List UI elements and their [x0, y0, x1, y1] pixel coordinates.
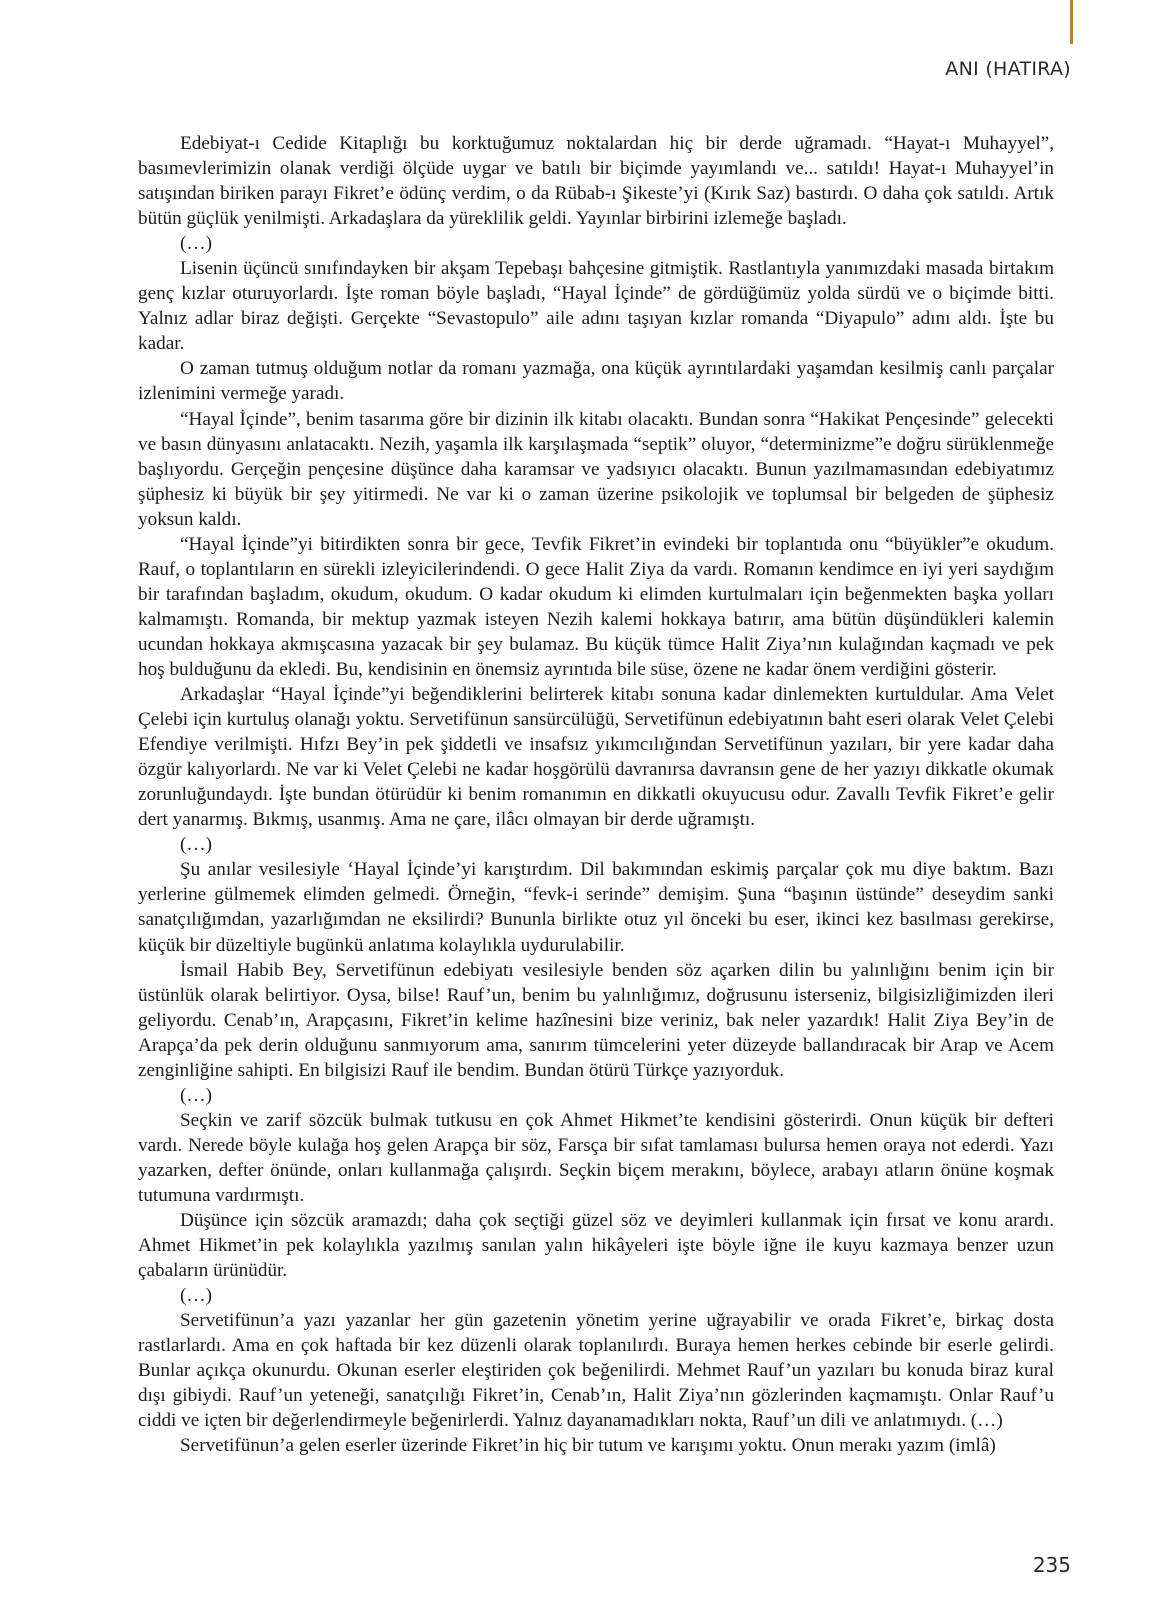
paragraph-ellipsis: (…): [180, 1084, 212, 1106]
paragraph: Edebiyat-ı Cedide Kitaplığı bu korktuğumuz noktalardan hiç bir derde uğramadı. “Hayat-ı Muhayyel”, basımevlerimizin olanak verdiği ölçüde uygar ve batılı bir biçimde yayımlandı ve... satıldı! Hayat-ı Muhayyel’in satışından biriken parayı Fikret’e ödünç verdim, o da Rübab-ı Şikeste’yi (Kırık Saz) bastırdı. O daha çok satıldı. Artık bütün güçlük yenilmişti. Arkadaşlara da yüreklilik geldi. Yayınlar birbirini izlemeğe başladı.: [138, 133, 1054, 230]
body-text: [138, 131, 1054, 1458]
paragraph: İsmail Habib Bey, Servetifünun edebiyatı vesilesiyle benden söz açarken dilin bu yalınlığını benim için bir üstünlük olarak belirtiyor. Oysa, bilse! Rauf’un, benim bu yalınlığımız, doğrusunu isterseniz, bilgisizliğimizden ileri geliyordu. Cenab’ın, Arapçasını, Fikret’in kelime hazînesini bize veriniz, bak neler yazardık! Halit Ziya Bey’in de Arapça’da pek derin olduğunu sanmıyorum ama, sanırım tümcelerini yeter düzeyde ballandıracak bir Arap ve Acem zenginliğine sahipti. En bilgisizi Rauf ile bendim. Bundan ötürü Türkçe yazıyorduk.: [138, 959, 1054, 1081]
header-accent-rule: [1070, 0, 1073, 44]
running-header: ANI (HATIRA): [945, 58, 1071, 80]
paragraph: Seçkin ve zarif sözcük bulmak tutkusu en çok Ahmet Hikmet’te kendisini gösterirdi. Onun küçük bir defteri vardı. Nerede böyle kulağa hoş gelen Arapça bir söz, Farsça bir sıfat tamlaması bulursa hemen oraya not ederdi. Yazı yazarken, defter önünde, onları kullanmağa çalışırdı. Seçkin biçem merakını, böylece, arabayı atların önüne koşmak tutumuna vardırmıştı.: [138, 1109, 1054, 1206]
paragraph: Arkadaşlar “Hayal İçinde”yi beğendiklerini belirterek kitabı sonuna kadar dinlemekten kurtuldular. Ama Velet Çelebi için kurtuluş olanağı yoktu. Servetifünun sansürcülüğü, Servetifünun edebiyatının baht eseri olarak Velet Çelebi Efendiye verilmişti. Hıfzı Bey’in pek şiddetli ve insafsız yıkımcılığından Servetifünun yazıları, bir yere kadar daha özgür kalıyorlardı. Ne var ki Velet Çelebi ne kadar hoşgörülü davranırsa davransın gene de her yazıyı dikkatle okumak zorunluğundaydı. İşte bundan ötürüdür ki benim romanımın en dikkatli okuyucusu odur. Zavallı Tevfik Fikret’e gelir dert yanarmış. Bıkmış, usanmış. Ama ne çare, ilâcı olmayan bir derde uğramıştı.: [138, 684, 1054, 831]
paragraph: Düşünce için sözcük aramazdı; daha çok seçtiği güzel söz ve deyimleri kullanmak için fırsat ve konu arardı. Ahmet Hikmet’in pek kolaylıkla yazılmış sanılan yalın hikâyeleri işte böyle iğne ile kuyu kazmaya benzer uzun çabaların ürünüdür.: [138, 1210, 1054, 1282]
paragraph-ellipsis: (…): [180, 834, 212, 856]
paragraph: Servetifünun’a gelen eserler üzerinde Fikret’in hiç bir tutum ve karışımı yoktu. Onun merakı yazım (imlâ): [180, 1435, 996, 1457]
paragraph: “Hayal İçinde”, benim tasarıma göre bir dizinin ilk kitabı olacaktı. Bundan sonra “Hakikat Pençesinde” gelecekti ve basın dünyasını anlatacaktı. Nezih, yaşamla ilk karşılaşmada “septik” oluyor, “determinizme”e doğru sürüklenmeğe başlıyordu. Gerçeğin pençesine düşünce daha karamsar ve yadsıyıcı olacaktı. Bunun yazılmamasından edebiyatımız şüphesiz ki büyük bir şey yitirmedi. Ne var ki o zaman üzerine psikolojik ve toplumsal bir belgeden de şüphesiz yoksun kaldı.: [138, 408, 1054, 530]
paragraph: O zaman tutmuş olduğum notlar da romanı yazmağa, ona küçük ayrıntılardaki yaşamdan kesilmiş canlı parçalar izlenimini vermeğe yaradı.: [138, 358, 1054, 405]
paragraph: Servetifünun’a yazı yazanlar her gün gazetenin yönetim yerine uğrayabilir ve orada Fikret’e, birkaç dosta rastlarlardı. Ama en çok haftada bir kez düzenli olarak toplanılırdı. Buraya hemen herkes cebinde bir eserle gelirdi. Bunlar açıkça okunurdu. Okunan eserler eleştiriden çok beğenilirdi. Mehmet Rauf’un yazıları bu konuda biraz kural dışı gibiydi. Rauf’un yeteneği, sanatçılığı Fikret’in, Cenab’ın, Halit Ziya’nın gözlerinden kaçmamıştı. Onlar Rauf’u ciddi ve içten bir değerlendirmeyle beğenirlerdi. Yalnız dayanamadıkları nokta, Rauf’un dili ve anlatımıydı. (…): [138, 1310, 1054, 1432]
paragraph: “Hayal İçinde”yi bitirdikten sonra bir gece, Tevfik Fikret’in evindeki bir toplantıda onu “büyükler”e okudum. Rauf, o toplantıların en sürekli izleyicilerindendi. O gece Halit Ziya da vardı. Romanın kendimce en iyi yeri saydığım bir tarafından başladım, okudum, okudum. O kadar okudum ki elimden kurtulmaları için beğenmekten başka yolları kalmamıştı. Romanda, bir mektup yazmak isteyen Nezih kalemi hokkaya batırır, ama bütün düşündükleri kalemin ucundan hokkaya akmışcasına yazacak bir şey bulamaz. Bu küçük tümce Halit Ziya’nın kulağından kaçmadı ve pek hoş bulduğunu da ekledi. Bu, kendisinin en önemsiz ayrıntıda bile süse, özene ne kadar önem verdiğini gösterir.: [138, 533, 1054, 680]
paragraph-ellipsis: (…): [180, 1285, 212, 1307]
paragraph: Şu anılar vesilesiyle ‘Hayal İçinde’yi karıştırdım. Dil bakımından eskimiş parçalar çok mu diye baktım. Bazı yerlerine gülmemek elimden gelmedi. Örneğin, “fevk-i serinde” demişim. Şuna “başının üstünde” deseydim sanki sanatçılığımdan, yazarlığımdan ne eksilirdi? Bununla birlikte otuz yıl önceki bu eser, ikinci kez basılması gerekirse, küçük bir düzeltiyle bugünkü anlatıma kolaylıkla uydurulabilir.: [138, 859, 1054, 956]
paragraph: Lisenin üçüncü sınıfındayken bir akşam Tepebaşı bahçesine gitmiştik. Rastlantıyla yanımızdaki masada birtakım genç kızlar oturuyorlardı. İşte roman böyle başladı, “Hayal İçinde” de gördüğümüz yolda sürdü ve o biçimde bitti. Yalnız adlar biraz değişti. Gerçekte “Sevastopulo” aile adını taşıyan kızlar romanda “Diyapulo” adını aldı. İşte bu kadar.: [138, 258, 1054, 355]
page-number: 235: [1032, 1553, 1071, 1577]
paragraph-ellipsis: (…): [180, 233, 212, 255]
